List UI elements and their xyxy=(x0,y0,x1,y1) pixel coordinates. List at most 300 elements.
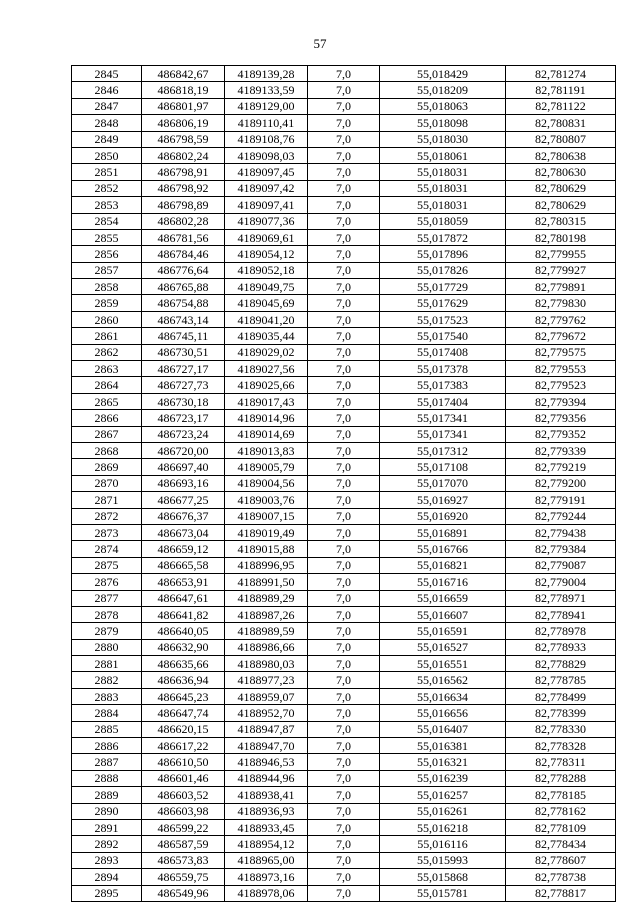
value-cell: 7,0 xyxy=(308,475,380,491)
y-coordinate-cell: 4188947,87 xyxy=(225,721,308,737)
latitude-cell: 55,016634 xyxy=(380,688,506,704)
x-coordinate-cell: 486620,15 xyxy=(142,721,225,737)
latitude-cell: 55,018061 xyxy=(380,147,506,163)
y-coordinate-cell: 4189013,83 xyxy=(225,442,308,458)
latitude-cell: 55,016659 xyxy=(380,590,506,606)
y-coordinate-cell: 4189133,59 xyxy=(225,82,308,98)
point-number-cell: 2884 xyxy=(72,705,142,721)
table-row xyxy=(72,279,616,295)
value-cell: 7,0 xyxy=(308,836,380,852)
y-coordinate-cell: 4188989,59 xyxy=(225,623,308,639)
latitude-cell: 55,017629 xyxy=(380,295,506,311)
point-number-cell: 2892 xyxy=(72,836,142,852)
point-number-cell: 2853 xyxy=(72,197,142,213)
value-cell: 7,0 xyxy=(308,229,380,245)
y-coordinate-cell: 4189045,69 xyxy=(225,295,308,311)
point-number-cell: 2881 xyxy=(72,656,142,672)
latitude-cell: 55,017408 xyxy=(380,344,506,360)
table-row xyxy=(72,524,616,540)
point-number-cell: 2867 xyxy=(72,426,142,442)
point-number-cell: 2878 xyxy=(72,606,142,622)
longitude-cell: 82,779830 xyxy=(506,295,616,311)
y-coordinate-cell: 4189069,61 xyxy=(225,229,308,245)
longitude-cell: 82,779004 xyxy=(506,574,616,590)
value-cell: 7,0 xyxy=(308,279,380,295)
value-cell: 7,0 xyxy=(308,410,380,426)
longitude-cell: 82,778933 xyxy=(506,639,616,655)
latitude-cell: 55,016716 xyxy=(380,574,506,590)
x-coordinate-cell: 486730,51 xyxy=(142,344,225,360)
latitude-cell: 55,018059 xyxy=(380,213,506,229)
x-coordinate-cell: 486842,67 xyxy=(142,66,225,82)
longitude-cell: 82,780638 xyxy=(506,147,616,163)
table-row xyxy=(72,639,616,655)
latitude-cell: 55,017070 xyxy=(380,475,506,491)
point-number-cell: 2868 xyxy=(72,442,142,458)
table-row xyxy=(72,606,616,622)
table-row xyxy=(72,393,616,409)
latitude-cell: 55,018098 xyxy=(380,115,506,131)
value-cell: 7,0 xyxy=(308,492,380,508)
latitude-cell: 55,016261 xyxy=(380,803,506,819)
point-number-cell: 2863 xyxy=(72,361,142,377)
value-cell: 7,0 xyxy=(308,885,380,901)
x-coordinate-cell: 486745,11 xyxy=(142,328,225,344)
x-coordinate-cell: 486693,16 xyxy=(142,475,225,491)
point-number-cell: 2895 xyxy=(72,885,142,901)
latitude-cell: 55,017341 xyxy=(380,410,506,426)
latitude-cell: 55,016607 xyxy=(380,606,506,622)
longitude-cell: 82,779762 xyxy=(506,311,616,327)
value-cell: 7,0 xyxy=(308,66,380,82)
longitude-cell: 82,778288 xyxy=(506,770,616,786)
point-number-cell: 2887 xyxy=(72,754,142,770)
point-number-cell: 2857 xyxy=(72,262,142,278)
y-coordinate-cell: 4188980,03 xyxy=(225,656,308,672)
coordinates-table xyxy=(71,65,616,902)
y-coordinate-cell: 4189004,56 xyxy=(225,475,308,491)
longitude-cell: 82,778941 xyxy=(506,606,616,622)
x-coordinate-cell: 486632,90 xyxy=(142,639,225,655)
x-coordinate-cell: 486784,46 xyxy=(142,246,225,262)
point-number-cell: 2851 xyxy=(72,164,142,180)
latitude-cell: 55,017312 xyxy=(380,442,506,458)
value-cell: 7,0 xyxy=(308,377,380,393)
coordinates-table-body xyxy=(72,66,616,902)
point-number-cell: 2858 xyxy=(72,279,142,295)
value-cell: 7,0 xyxy=(308,164,380,180)
x-coordinate-cell: 486798,89 xyxy=(142,197,225,213)
y-coordinate-cell: 4188965,00 xyxy=(225,852,308,868)
point-number-cell: 2865 xyxy=(72,393,142,409)
value-cell: 7,0 xyxy=(308,852,380,868)
table-row xyxy=(72,738,616,754)
longitude-cell: 82,780629 xyxy=(506,180,616,196)
x-coordinate-cell: 486776,64 xyxy=(142,262,225,278)
x-coordinate-cell: 486635,66 xyxy=(142,656,225,672)
table-row xyxy=(72,213,616,229)
y-coordinate-cell: 4188986,66 xyxy=(225,639,308,655)
y-coordinate-cell: 4189025,66 xyxy=(225,377,308,393)
x-coordinate-cell: 486720,00 xyxy=(142,442,225,458)
table-row xyxy=(72,688,616,704)
table-row xyxy=(72,82,616,98)
point-number-cell: 2847 xyxy=(72,98,142,114)
value-cell: 7,0 xyxy=(308,770,380,786)
table-row xyxy=(72,442,616,458)
value-cell: 7,0 xyxy=(308,721,380,737)
latitude-cell: 55,018031 xyxy=(380,180,506,196)
x-coordinate-cell: 486610,50 xyxy=(142,754,225,770)
value-cell: 7,0 xyxy=(308,361,380,377)
page-number: 57 xyxy=(313,36,327,51)
value-cell: 7,0 xyxy=(308,672,380,688)
latitude-cell: 55,016407 xyxy=(380,721,506,737)
longitude-cell: 82,779955 xyxy=(506,246,616,262)
x-coordinate-cell: 486743,14 xyxy=(142,311,225,327)
y-coordinate-cell: 4189049,75 xyxy=(225,279,308,295)
table-row xyxy=(72,672,616,688)
point-number-cell: 2880 xyxy=(72,639,142,655)
value-cell: 7,0 xyxy=(308,557,380,573)
value-cell: 7,0 xyxy=(308,590,380,606)
value-cell: 7,0 xyxy=(308,541,380,557)
value-cell: 7,0 xyxy=(308,213,380,229)
y-coordinate-cell: 4188987,26 xyxy=(225,606,308,622)
value-cell: 7,0 xyxy=(308,311,380,327)
table-row xyxy=(72,656,616,672)
point-number-cell: 2854 xyxy=(72,213,142,229)
longitude-cell: 82,780198 xyxy=(506,229,616,245)
x-coordinate-cell: 486599,22 xyxy=(142,819,225,835)
latitude-cell: 55,018031 xyxy=(380,164,506,180)
longitude-cell: 82,779244 xyxy=(506,508,616,524)
y-coordinate-cell: 4189054,12 xyxy=(225,246,308,262)
longitude-cell: 82,780630 xyxy=(506,164,616,180)
y-coordinate-cell: 4189003,76 xyxy=(225,492,308,508)
longitude-cell: 82,778330 xyxy=(506,721,616,737)
x-coordinate-cell: 486727,73 xyxy=(142,377,225,393)
latitude-cell: 55,016116 xyxy=(380,836,506,852)
x-coordinate-cell: 486802,24 xyxy=(142,147,225,163)
point-number-cell: 2859 xyxy=(72,295,142,311)
latitude-cell: 55,017383 xyxy=(380,377,506,393)
x-coordinate-cell: 486798,59 xyxy=(142,131,225,147)
x-coordinate-cell: 486659,12 xyxy=(142,541,225,557)
latitude-cell: 55,016381 xyxy=(380,738,506,754)
y-coordinate-cell: 4189129,00 xyxy=(225,98,308,114)
value-cell: 7,0 xyxy=(308,82,380,98)
table-row xyxy=(72,246,616,262)
value-cell: 7,0 xyxy=(308,98,380,114)
x-coordinate-cell: 486559,75 xyxy=(142,869,225,885)
longitude-cell: 82,778311 xyxy=(506,754,616,770)
y-coordinate-cell: 4189017,43 xyxy=(225,393,308,409)
table-row xyxy=(72,180,616,196)
point-number-cell: 2888 xyxy=(72,770,142,786)
longitude-cell: 82,781122 xyxy=(506,98,616,114)
y-coordinate-cell: 4188978,06 xyxy=(225,885,308,901)
y-coordinate-cell: 4188936,93 xyxy=(225,803,308,819)
value-cell: 7,0 xyxy=(308,787,380,803)
point-number-cell: 2882 xyxy=(72,672,142,688)
latitude-cell: 55,017404 xyxy=(380,393,506,409)
latitude-cell: 55,017729 xyxy=(380,279,506,295)
x-coordinate-cell: 486603,98 xyxy=(142,803,225,819)
point-number-cell: 2873 xyxy=(72,524,142,540)
y-coordinate-cell: 4189019,49 xyxy=(225,524,308,540)
y-coordinate-cell: 4188954,12 xyxy=(225,836,308,852)
x-coordinate-cell: 486673,04 xyxy=(142,524,225,540)
value-cell: 7,0 xyxy=(308,623,380,639)
point-number-cell: 2855 xyxy=(72,229,142,245)
table-row xyxy=(72,262,616,278)
x-coordinate-cell: 486653,91 xyxy=(142,574,225,590)
x-coordinate-cell: 486573,83 xyxy=(142,852,225,868)
value-cell: 7,0 xyxy=(308,803,380,819)
longitude-cell: 82,778738 xyxy=(506,869,616,885)
y-coordinate-cell: 4188973,16 xyxy=(225,869,308,885)
table-row xyxy=(72,721,616,737)
longitude-cell: 82,778434 xyxy=(506,836,616,852)
value-cell: 7,0 xyxy=(308,705,380,721)
value-cell: 7,0 xyxy=(308,393,380,409)
y-coordinate-cell: 4188996,95 xyxy=(225,557,308,573)
value-cell: 7,0 xyxy=(308,574,380,590)
value-cell: 7,0 xyxy=(308,459,380,475)
latitude-cell: 55,018209 xyxy=(380,82,506,98)
latitude-cell: 55,017826 xyxy=(380,262,506,278)
value-cell: 7,0 xyxy=(308,819,380,835)
x-coordinate-cell: 486781,56 xyxy=(142,229,225,245)
y-coordinate-cell: 4188946,53 xyxy=(225,754,308,770)
table-row xyxy=(72,869,616,885)
latitude-cell: 55,015993 xyxy=(380,852,506,868)
table-row xyxy=(72,229,616,245)
point-number-cell: 2862 xyxy=(72,344,142,360)
x-coordinate-cell: 486754,88 xyxy=(142,295,225,311)
latitude-cell: 55,016591 xyxy=(380,623,506,639)
longitude-cell: 82,779891 xyxy=(506,279,616,295)
latitude-cell: 55,018031 xyxy=(380,197,506,213)
table-row xyxy=(72,410,616,426)
y-coordinate-cell: 4189097,42 xyxy=(225,180,308,196)
point-number-cell: 2875 xyxy=(72,557,142,573)
latitude-cell: 55,016239 xyxy=(380,770,506,786)
longitude-cell: 82,778607 xyxy=(506,852,616,868)
table-row xyxy=(72,98,616,114)
value-cell: 7,0 xyxy=(308,147,380,163)
point-number-cell: 2889 xyxy=(72,787,142,803)
x-coordinate-cell: 486676,37 xyxy=(142,508,225,524)
value-cell: 7,0 xyxy=(308,754,380,770)
table-row xyxy=(72,492,616,508)
table-row xyxy=(72,475,616,491)
x-coordinate-cell: 486640,05 xyxy=(142,623,225,639)
x-coordinate-cell: 486806,19 xyxy=(142,115,225,131)
latitude-cell: 55,017523 xyxy=(380,311,506,327)
latitude-cell: 55,016766 xyxy=(380,541,506,557)
latitude-cell: 55,016218 xyxy=(380,819,506,835)
x-coordinate-cell: 486617,22 xyxy=(142,738,225,754)
x-coordinate-cell: 486677,25 xyxy=(142,492,225,508)
table-row xyxy=(72,197,616,213)
point-number-cell: 2845 xyxy=(72,66,142,82)
table-row xyxy=(72,164,616,180)
longitude-cell: 82,781191 xyxy=(506,82,616,98)
x-coordinate-cell: 486723,17 xyxy=(142,410,225,426)
table-row xyxy=(72,328,616,344)
table-row xyxy=(72,508,616,524)
x-coordinate-cell: 486587,59 xyxy=(142,836,225,852)
x-coordinate-cell: 486801,97 xyxy=(142,98,225,114)
table-row xyxy=(72,770,616,786)
longitude-cell: 82,779384 xyxy=(506,541,616,557)
table-row xyxy=(72,836,616,852)
y-coordinate-cell: 4189139,28 xyxy=(225,66,308,82)
y-coordinate-cell: 4189007,15 xyxy=(225,508,308,524)
value-cell: 7,0 xyxy=(308,180,380,196)
longitude-cell: 82,778328 xyxy=(506,738,616,754)
latitude-cell: 55,017540 xyxy=(380,328,506,344)
y-coordinate-cell: 4189041,20 xyxy=(225,311,308,327)
x-coordinate-cell: 486645,23 xyxy=(142,688,225,704)
latitude-cell: 55,015868 xyxy=(380,869,506,885)
x-coordinate-cell: 486665,58 xyxy=(142,557,225,573)
value-cell: 7,0 xyxy=(308,656,380,672)
y-coordinate-cell: 4188938,41 xyxy=(225,787,308,803)
longitude-cell: 82,779438 xyxy=(506,524,616,540)
longitude-cell: 82,779191 xyxy=(506,492,616,508)
point-number-cell: 2890 xyxy=(72,803,142,819)
longitude-cell: 82,780807 xyxy=(506,131,616,147)
point-number-cell: 2876 xyxy=(72,574,142,590)
x-coordinate-cell: 486723,24 xyxy=(142,426,225,442)
value-cell: 7,0 xyxy=(308,639,380,655)
table-row xyxy=(72,541,616,557)
value-cell: 7,0 xyxy=(308,426,380,442)
point-number-cell: 2879 xyxy=(72,623,142,639)
longitude-cell: 82,779339 xyxy=(506,442,616,458)
longitude-cell: 82,779200 xyxy=(506,475,616,491)
point-number-cell: 2846 xyxy=(72,82,142,98)
longitude-cell: 82,778185 xyxy=(506,787,616,803)
point-number-cell: 2860 xyxy=(72,311,142,327)
point-number-cell: 2885 xyxy=(72,721,142,737)
longitude-cell: 82,778499 xyxy=(506,688,616,704)
y-coordinate-cell: 4189014,69 xyxy=(225,426,308,442)
table-row xyxy=(72,885,616,901)
x-coordinate-cell: 486647,74 xyxy=(142,705,225,721)
y-coordinate-cell: 4188989,29 xyxy=(225,590,308,606)
latitude-cell: 55,016551 xyxy=(380,656,506,672)
longitude-cell: 82,780315 xyxy=(506,213,616,229)
latitude-cell: 55,017872 xyxy=(380,229,506,245)
value-cell: 7,0 xyxy=(308,738,380,754)
y-coordinate-cell: 4189097,41 xyxy=(225,197,308,213)
latitude-cell: 55,017108 xyxy=(380,459,506,475)
longitude-cell: 82,778971 xyxy=(506,590,616,606)
latitude-cell: 55,017341 xyxy=(380,426,506,442)
point-number-cell: 2893 xyxy=(72,852,142,868)
table-row xyxy=(72,66,616,82)
y-coordinate-cell: 4188952,70 xyxy=(225,705,308,721)
table-row xyxy=(72,574,616,590)
x-coordinate-cell: 486798,91 xyxy=(142,164,225,180)
point-number-cell: 2894 xyxy=(72,869,142,885)
x-coordinate-cell: 486647,61 xyxy=(142,590,225,606)
longitude-cell: 82,778109 xyxy=(506,819,616,835)
x-coordinate-cell: 486802,28 xyxy=(142,213,225,229)
table-row xyxy=(72,819,616,835)
point-number-cell: 2869 xyxy=(72,459,142,475)
point-number-cell: 2864 xyxy=(72,377,142,393)
table-row xyxy=(72,361,616,377)
longitude-cell: 82,779352 xyxy=(506,426,616,442)
latitude-cell: 55,018030 xyxy=(380,131,506,147)
value-cell: 7,0 xyxy=(308,262,380,278)
table-row xyxy=(72,344,616,360)
y-coordinate-cell: 4188933,45 xyxy=(225,819,308,835)
point-number-cell: 2850 xyxy=(72,147,142,163)
longitude-cell: 82,778162 xyxy=(506,803,616,819)
point-number-cell: 2866 xyxy=(72,410,142,426)
table-row xyxy=(72,459,616,475)
y-coordinate-cell: 4189052,18 xyxy=(225,262,308,278)
value-cell: 7,0 xyxy=(308,442,380,458)
point-number-cell: 2848 xyxy=(72,115,142,131)
value-cell: 7,0 xyxy=(308,344,380,360)
value-cell: 7,0 xyxy=(308,688,380,704)
table-row xyxy=(72,803,616,819)
table-row xyxy=(72,131,616,147)
longitude-cell: 82,780629 xyxy=(506,197,616,213)
longitude-cell: 82,779356 xyxy=(506,410,616,426)
point-number-cell: 2891 xyxy=(72,819,142,835)
longitude-cell: 82,779523 xyxy=(506,377,616,393)
y-coordinate-cell: 4189005,79 xyxy=(225,459,308,475)
value-cell: 7,0 xyxy=(308,295,380,311)
longitude-cell: 82,779575 xyxy=(506,344,616,360)
table-row xyxy=(72,705,616,721)
longitude-cell: 82,780831 xyxy=(506,115,616,131)
y-coordinate-cell: 4188959,07 xyxy=(225,688,308,704)
value-cell: 7,0 xyxy=(308,115,380,131)
table-row xyxy=(72,852,616,868)
x-coordinate-cell: 486697,40 xyxy=(142,459,225,475)
table-row xyxy=(72,754,616,770)
latitude-cell: 55,016927 xyxy=(380,492,506,508)
x-coordinate-cell: 486603,52 xyxy=(142,787,225,803)
latitude-cell: 55,017896 xyxy=(380,246,506,262)
longitude-cell: 82,779087 xyxy=(506,557,616,573)
x-coordinate-cell: 486636,94 xyxy=(142,672,225,688)
table-row xyxy=(72,557,616,573)
y-coordinate-cell: 4189015,88 xyxy=(225,541,308,557)
latitude-cell: 55,016321 xyxy=(380,754,506,770)
longitude-cell: 82,779394 xyxy=(506,393,616,409)
y-coordinate-cell: 4189098,03 xyxy=(225,147,308,163)
table-row xyxy=(72,623,616,639)
y-coordinate-cell: 4189029,02 xyxy=(225,344,308,360)
longitude-cell: 82,778817 xyxy=(506,885,616,901)
point-number-cell: 2877 xyxy=(72,590,142,606)
point-number-cell: 2861 xyxy=(72,328,142,344)
value-cell: 7,0 xyxy=(308,131,380,147)
latitude-cell: 55,016920 xyxy=(380,508,506,524)
x-coordinate-cell: 486818,19 xyxy=(142,82,225,98)
latitude-cell: 55,016527 xyxy=(380,639,506,655)
